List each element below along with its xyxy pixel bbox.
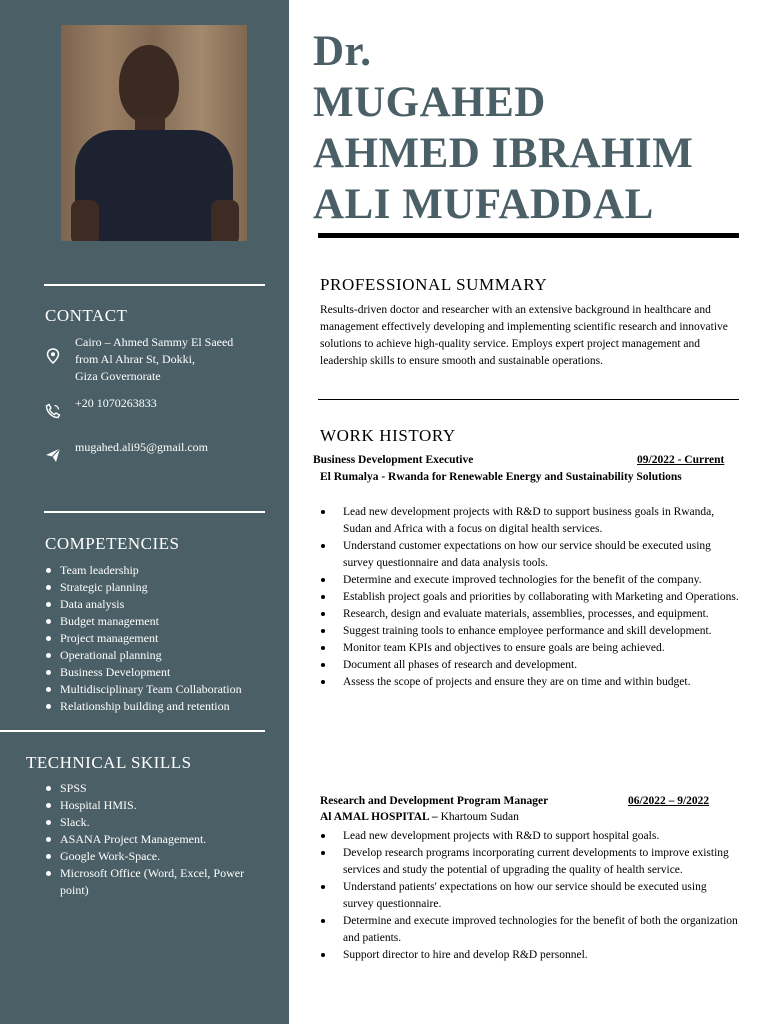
list-item: Lead new development projects with R&D to support hospital goals. (320, 828, 740, 845)
list-item: Business Development (45, 664, 275, 681)
address-line: from Al Ahrar St, Dokki, (75, 352, 195, 366)
list-item: Understand customer expectations on how our service should be executed using survey questionnaire and data analysis tools. (320, 538, 740, 572)
name-line: ALI MUFADDAL (313, 181, 654, 228)
list-item: Establish project goals and priorities by collaborating with Marketing and Operations. (320, 589, 740, 606)
address-line: Giza Governorate (75, 369, 161, 383)
summary-text: Results-driven doctor and researcher with an extensive background in healthcare and management effectively developing and implementing scientific research and innovative solutions to achieve high-quality service. Employs expert project management and leadership skills to ensure smooth and sustainable operations. (320, 304, 728, 367)
section-divider (318, 399, 739, 400)
list-item: Understand patients' expectations on how our service should be executed using survey questionnaire. (320, 879, 740, 913)
location-pin-icon (45, 348, 61, 364)
list-item: Support director to hire and develop R&D personnel. (320, 947, 740, 964)
job-date: 09/2022 - Current (637, 454, 725, 466)
job-employer-line (320, 811, 519, 823)
list-item: Research, design and evaluate materials, assemblies, processes, and equipment. (320, 606, 740, 623)
list-item: Monitor team KPIs and objectives to ensure goals are being achieved. (320, 640, 740, 657)
list-item: Budget management (45, 613, 275, 630)
phone-number: +20 1070263833 (75, 396, 157, 410)
job-title: Research and Development Program Manager (320, 795, 549, 807)
list-item: Determine and execute improved technologies for the benefit of both the organization and patients. (320, 913, 740, 947)
name-underline (318, 233, 739, 238)
sidebar-divider (44, 284, 265, 286)
list-item: Microsoft Office (Word, Excel, Power point) (45, 865, 267, 899)
technical-skills-list (45, 780, 267, 899)
competencies-heading: COMPETENCIES (45, 534, 180, 553)
list-item: Suggest training tools to enhance employee performance and skill development. (320, 623, 740, 640)
job-duties-list (320, 504, 740, 691)
job-date: 06/2022 – 9/2022 (628, 795, 710, 807)
summary-heading: PROFESSIONAL SUMMARY (320, 275, 548, 294)
send-icon (45, 447, 61, 463)
sidebar-divider (44, 511, 265, 513)
list-item: Develop research programs incorporating current developments to improve existing services and study the potential of upgrading the quality of health service. (320, 845, 740, 879)
list-item: Relationship building and retention (45, 698, 275, 715)
list-item: Slack. (45, 814, 267, 831)
name-line: Dr. (313, 28, 372, 75)
list-item: Data analysis (45, 596, 275, 613)
job-employer: El Rumalya - Rwanda for Renewable Energy and Sustainability Solutions (320, 471, 682, 483)
list-item: Determine and execute improved technologies for the benefit of the company. (320, 572, 740, 589)
list-item: Document all phases of research and development. (320, 657, 740, 674)
job-location: Khartoum Sudan (440, 811, 519, 823)
list-item: SPSS (45, 780, 267, 797)
list-item: Lead new development projects with R&D to support business goals in Rwanda, Sudan and Africa with a focus on digital health services. (320, 504, 740, 538)
list-item: Strategic planning (45, 579, 275, 596)
list-item: Multidisciplinary Team Collaboration (45, 681, 275, 698)
address-line: Cairo – Ahmed Sammy El Saeed (75, 335, 234, 349)
phone-icon (45, 403, 61, 419)
name-line: MUGAHED (313, 79, 546, 126)
job-title: Business Development Executive (313, 454, 474, 466)
list-item: Google Work-Space. (45, 848, 267, 865)
technical-skills-heading: TECHNICAL SKILLS (26, 753, 192, 772)
competencies-list (45, 562, 275, 715)
work-history-heading: WORK HISTORY (320, 426, 456, 445)
sidebar (0, 0, 289, 1024)
candidate-name (313, 26, 693, 230)
list-item: Team leadership (45, 562, 275, 579)
job-duties-list (320, 828, 740, 964)
contact-heading: CONTACT (45, 306, 128, 325)
email-address: mugahed.ali95@gmail.com (75, 440, 209, 454)
sidebar-divider (0, 730, 265, 732)
list-item: Hospital HMIS. (45, 797, 267, 814)
list-item: ASANA Project Management. (45, 831, 267, 848)
list-item: Operational planning (45, 647, 275, 664)
name-line: AHMED IBRAHIM (313, 130, 694, 177)
list-item: Assess the scope of projects and ensure they are on time and within budget. (320, 674, 740, 691)
job-employer: Al AMAL HOSPITAL – (320, 811, 438, 823)
profile-photo (61, 25, 247, 241)
list-item: Project management (45, 630, 275, 647)
